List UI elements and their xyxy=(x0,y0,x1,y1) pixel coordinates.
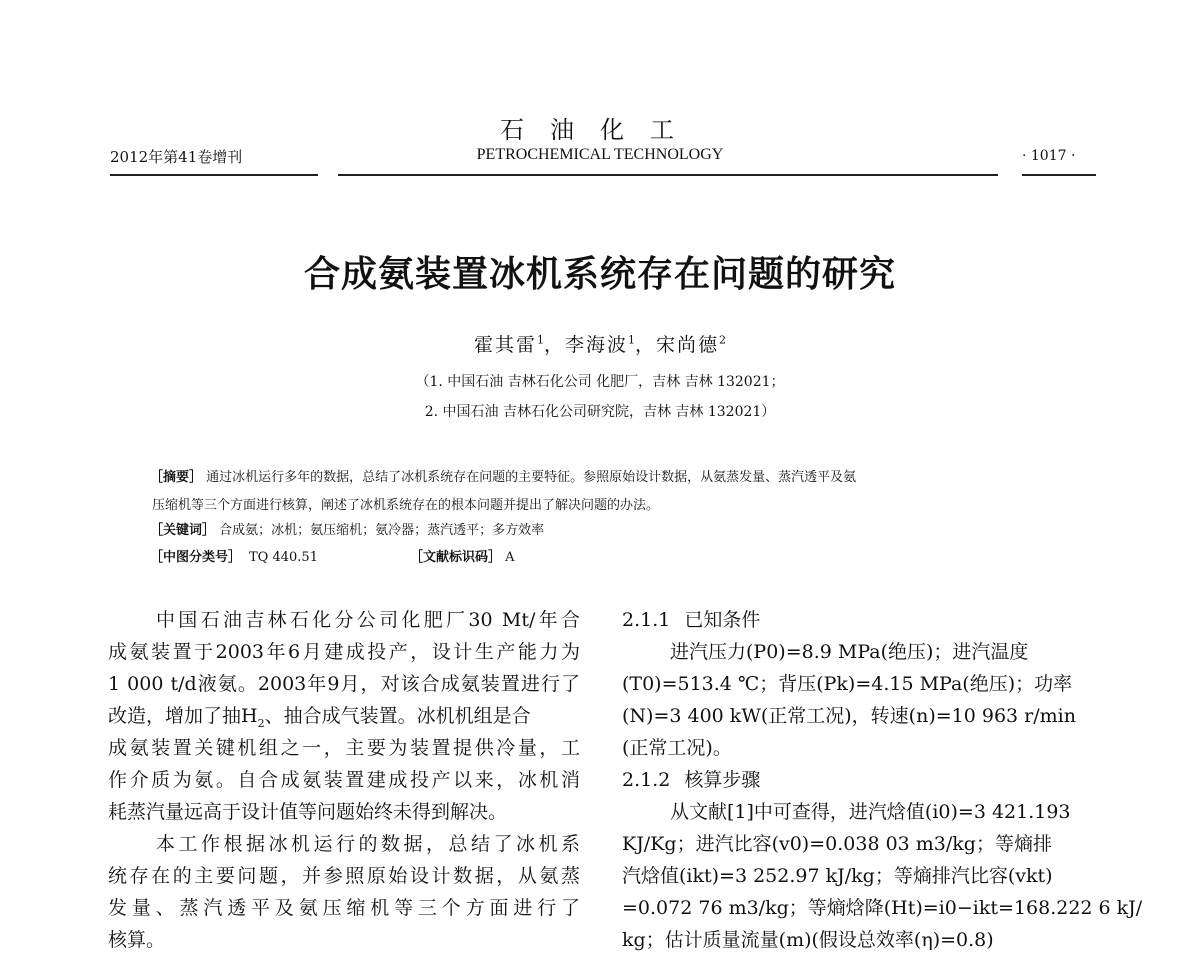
page-number: · 1017 · xyxy=(1022,148,1076,164)
body-line: =0.072 76 m3/kg；等熵焓降(Ht)=i0−ikt=168.222 6 kJ/ xyxy=(622,897,1143,919)
issue-info: 2012年第41卷增刊 xyxy=(110,148,243,166)
body-column-left xyxy=(108,604,580,956)
document-code-value: A xyxy=(505,550,515,565)
clc-value: TQ 440.51 xyxy=(249,550,318,565)
body-line: 汽焓值(ikt)=3 252.97 kJ/kg；等熵排汽比容(vkt) xyxy=(622,865,1053,887)
abstract-text-line-1: 通过冰机运行多年的数据，总结了冰机系统存在问题的主要特征。参照原始设计数据，从氨蒸发量、蒸汽透平及氨 xyxy=(206,470,857,485)
body-line: 作介质为氨。自合成氨装置建成投产以来，冰机消 xyxy=(108,769,580,791)
abstract-text-line-2: 压缩机等三个方面进行核算，阐述了冰机系统存在的根本问题并提出了解决问题的办法。 xyxy=(152,498,660,513)
body-line: 从文献[1]中可查得，进汽焓值(i0)=3 421.193 xyxy=(670,801,1071,823)
body-column-right xyxy=(622,604,1143,956)
header-rule-center xyxy=(338,174,998,176)
body-line: (T0)=513.4 ℃；背压(Pk)=4.15 MPa(绝压)；功率 xyxy=(622,673,1073,695)
section-title: 已知条件 xyxy=(684,609,761,631)
body-text: 、抽合成气装置。冰机机组是合 xyxy=(264,705,531,727)
body-line: 统存在的主要问题，并参照原始设计数据，从氨蒸 xyxy=(108,865,580,887)
body-line: (N)=3 400 kW(正常工况)，转速(n)=10 963 r/min xyxy=(622,705,1076,727)
header-rule-left xyxy=(110,174,318,176)
body-line: kg；估计质量流量(m)(假设总效率(η)=0.8) xyxy=(622,929,994,951)
body-line xyxy=(108,700,580,732)
body-line: 成氨装置关键机组之一，主要为装置提供冷量，工 xyxy=(108,737,580,759)
body-line: (正常工况)。 xyxy=(622,737,732,759)
body-line: 发量、蒸汽透平及氨压缩机等三个方面进行了 xyxy=(108,897,580,919)
abstract xyxy=(150,466,856,485)
document-code xyxy=(410,546,515,565)
header-rule-right xyxy=(1022,174,1096,176)
journal-name-en: PETROCHEMICAL TECHNOLOGY xyxy=(476,146,724,163)
body-line: 核算。 xyxy=(108,929,166,951)
section-heading-2-1-2 xyxy=(622,764,1096,796)
author-name: 宋尚德 xyxy=(656,334,720,356)
body-line: 耗蒸汽量远高于设计值等问题始终未得到解决。 xyxy=(108,801,508,823)
author-separator: ， xyxy=(543,334,565,356)
paper-title: 合成氨装置冰机系统存在问题的研究 xyxy=(303,254,896,295)
abstract-label: ［摘要］ xyxy=(150,470,203,485)
body-line: 成氨装置于2003年6月建成投产，设计生产能力为 xyxy=(108,641,580,663)
subscript: 2 xyxy=(257,716,265,730)
clc-number xyxy=(150,546,318,565)
body-line: 1 000 t/d液氨。2003年9月，对该合成氨装置进行了 xyxy=(108,673,580,695)
section-heading-2-1-1 xyxy=(622,604,1096,636)
body-line: KJ/Kg；进汽比容(v0)=0.038 03 m3/kg；等熵排 xyxy=(622,833,1052,855)
author-affil-mark: 1 xyxy=(628,333,635,347)
body-line: 中国石油吉林石化分公司化肥厂30 Mt/年合 xyxy=(156,609,580,631)
affiliation-1: （1. 中国石油 吉林石化公司 化肥厂，吉林 吉林 132021； xyxy=(415,374,785,390)
keywords-label: ［关键词］ xyxy=(150,523,216,538)
affiliation-2: 2. 中国石油 吉林石化公司研究院，吉林 吉林 132021） xyxy=(424,404,776,420)
clc-label: ［中图分类号］ xyxy=(150,550,242,565)
body-line: 本工作根据冰机运行的数据，总结了冰机系 xyxy=(156,833,580,855)
author-affil-mark: 2 xyxy=(719,333,727,347)
body-line: 进汽压力(P0)=8.9 MPa(绝压)；进汽温度 xyxy=(670,641,1029,663)
section-number: 2.1.1 xyxy=(622,609,671,631)
journal-name-cn: 石油化工 xyxy=(500,116,700,144)
document-code-label: ［文献标识码］ xyxy=(410,550,502,565)
keywords-text: 合成氨；冰机；氨压缩机；氨冷器；蒸汽透平；多方效率 xyxy=(219,523,545,538)
section-number: 2.1.2 xyxy=(622,769,671,791)
author-name: 霍其雷 xyxy=(473,334,537,356)
body-text: 改造，增加了抽H xyxy=(108,705,258,727)
author-list xyxy=(0,330,1200,357)
keywords xyxy=(150,519,544,538)
section-title: 核算步骤 xyxy=(684,769,761,791)
author-affil-mark: 1 xyxy=(536,333,544,347)
author-separator: ， xyxy=(635,334,657,356)
author-name: 李海波 xyxy=(564,334,628,356)
